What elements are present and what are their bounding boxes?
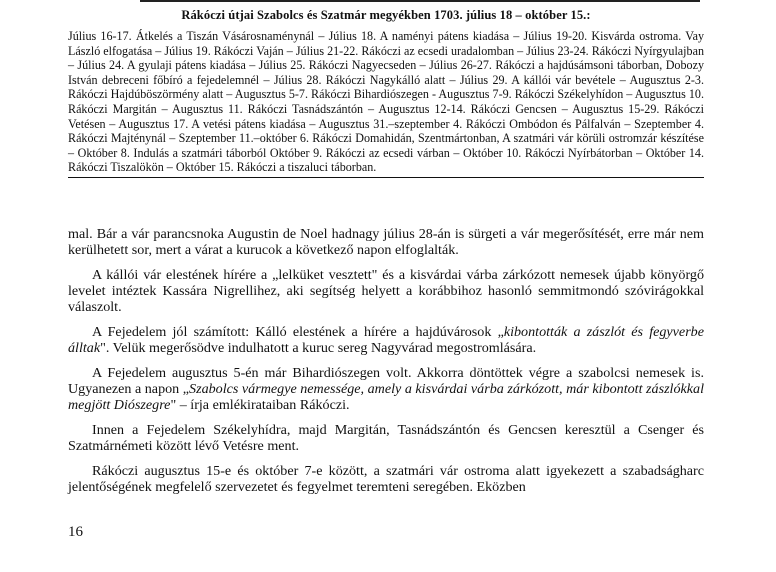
paragraph-3-quote: kibontották a zászlót és fegyverbe álltak xyxy=(68,324,704,356)
paragraph-4 xyxy=(68,365,704,413)
chronology-text: Július 16-17. Átkelés a Tiszán Vásárosnaménynál – Július 18. A naményi pátens kiadása – Július 19-20. Kisvárda ostroma. Vay László elfogatása – Július 19. Rákóczi Vaján – Július 21-22. Rákóczi az ecsedi uradalomban – Július 23-24. Rákóczi Nyírgyulajban – Július 24. A gyulaji pátens kiadása – Július 25. Rákóczi Nagyecseden – Július 26-27. Rákóczi a hajdúsámsoni táborban, Dobozy István debreceni főbíró a fejedelemnél – Július 28. Rákóczi Nagykálló alatt – Július 29. A kállói vár bevétele – Augusztus 2-3. Rákóczi Hajdúböszörmény alatt – Augusztus 5-7. Rákóczi Bihardiószegen - Augusztus 7-9. Rákóczi Székelyhídon – Augusztus 10. Rákóczi Margitán – Augusztus 11. Rákóczi Tasnádszántón – Augusztus 12-14. Rákóczi Gencsen – Augusztus 15-29. Rákóczi Vetésen – Augusztus 17. A vetési pátens kiadása – Augusztus 31.–szeptember 4. Rákóczi Ombódon és Pálfalván – Szeptember 4. Rákóczi Majténynál – Szeptember 11.–október 6. Rákóczi Domahidán, Szentmártonban, A szatmári vár körüli ostromzár készítése – Október 8. Indulás a szatmári táborból Október 9. Rákóczi az ecsedi várban – Október 10. Rákóczi Nyírbátorban – Október 14. Rákóczi Tiszalökön – Október 15. Rákóczi a tiszaluci táborban. xyxy=(68,29,705,175)
paragraph-4-quote: Szabolcs vármegye nemessége, amely a kisvárdai várba zárkózott, már kibontott zászlókkal megjött Diószegre xyxy=(68,381,704,413)
paragraph-3-a: A Fejedelem jól számított: Kálló elestének a hírére a hajdúvárosok „ xyxy=(92,324,504,340)
chronology-title: Rákóczi útjai Szabolcs és Szatmár megyékben 1703. július 18 – október 15.: xyxy=(181,8,591,22)
paragraph-5: Innen a Fejedelem Székelyhídra, majd Margitán, Tasnádszántón és Gencsen keresztül a Csenger és Szatmárnémeti között lévő Vetésre ment. xyxy=(68,422,704,454)
paragraph-4-b: " – írja emlékirataiban Rákóczi. xyxy=(170,397,350,413)
main-text xyxy=(68,226,704,504)
paragraph-2: A kállói vár elestének hírére a „lelküket vesztett" és a kisvárdai várba zárkózott nemesek újabb könyörgő levelet intéztek Kassára Nigrellihez, aki segítség helyett a korábbihoz hasonló semmitmondó szóvirágokkal válaszolt. xyxy=(68,267,704,315)
page-number: 16 xyxy=(68,524,83,540)
top-rule xyxy=(140,0,700,2)
paragraph-1: mal. Bár a vár parancsnoka Augustin de Noel hadnagy július 28-án is sürgeti a vár megerősítését, erre már nem kerülhetett sor, mert a várat a kurucok a következő napon elfoglalták. xyxy=(68,226,704,258)
paragraph-3-b: ". Velük megerősödve indulhatott a kuruc sereg Nagyvárad megostromlására. xyxy=(100,340,537,356)
chronology-box xyxy=(68,8,704,178)
paragraph-4-a: A Fejedelem augusztus 5-én már Bihardiószegen volt. Akkorra döntöttek végre a szabolcsi nemesek is. Ugyanezen a napon „ xyxy=(68,365,704,397)
paragraph-3 xyxy=(68,324,704,356)
box-divider xyxy=(68,177,704,178)
paragraph-6: Rákóczi augusztus 15-e és október 7-e között, a szatmári vár ostroma alatt igyekezett a szabadságharc jelentőségének megfelelő szervezetet és fegyelmet teremteni seregében. Eközben xyxy=(68,463,704,495)
